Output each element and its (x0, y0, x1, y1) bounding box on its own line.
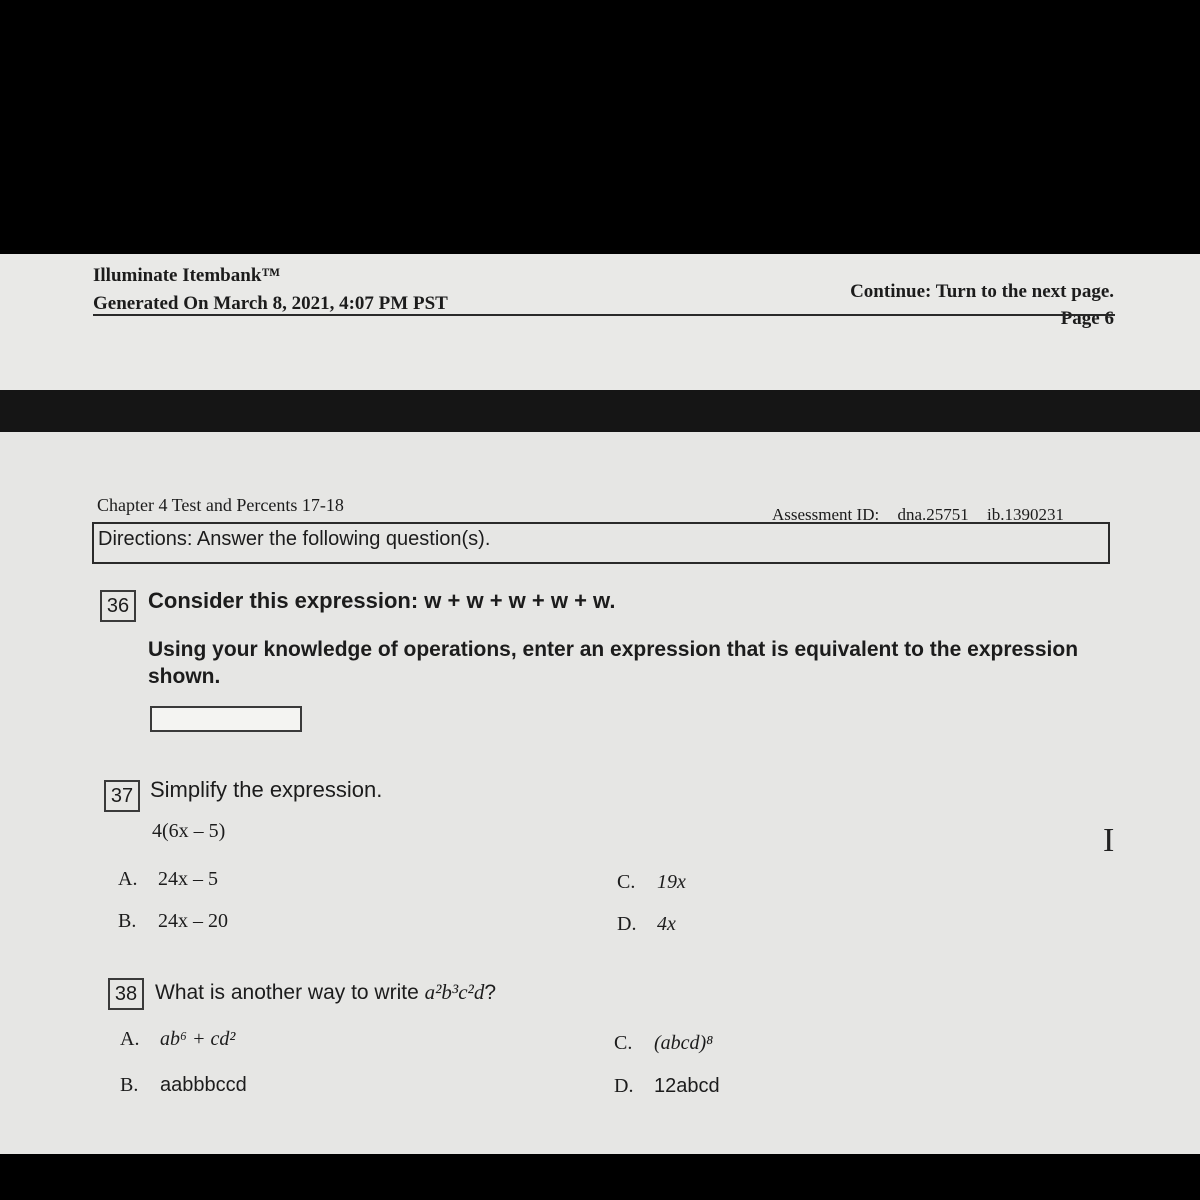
option-letter: C. (614, 1032, 633, 1054)
continue-note: Continue: Turn to the next page. (850, 281, 1114, 302)
option-text: 24x – 5 (158, 868, 218, 890)
assessment-id-ib: ib.1390231 (987, 505, 1064, 524)
q37-option-b[interactable] (118, 910, 228, 933)
q37-option-d[interactable] (617, 913, 676, 936)
stem-end: ? (484, 981, 497, 1004)
question-36-answer-input[interactable] (150, 706, 302, 732)
question-36-body: Using your knowledge of operations, enter an expression that is equivalent to the expression shown. (148, 638, 1079, 688)
option-text: 24x – 20 (158, 910, 228, 932)
question-number-37: 37 (104, 780, 140, 812)
header-right (850, 278, 1114, 332)
option-letter: D. (617, 913, 637, 935)
q37-option-c[interactable] (617, 871, 686, 894)
header-left (93, 262, 448, 318)
question-36-stem: Consider this expression: w + w + w + w + w. (148, 588, 616, 613)
q38-option-b[interactable] (120, 1074, 247, 1097)
option-text: aabbbccd (160, 1074, 247, 1096)
option-text: 19x (657, 871, 686, 893)
stem-text: What is another way to write (155, 981, 425, 1004)
option-text: (abcd)⁸ (654, 1032, 714, 1054)
page-number: Page 6 (1060, 308, 1114, 329)
assessment-id-dna: dna.25751 (897, 505, 969, 524)
header-divider (93, 314, 1115, 316)
option-text: ab⁶ + cd² (160, 1028, 236, 1050)
option-letter: A. (120, 1028, 140, 1050)
question-number-36: 36 (100, 590, 136, 622)
text-cursor-icon: I (1103, 822, 1115, 859)
q38-option-c[interactable] (614, 1032, 713, 1055)
page-break-band (0, 390, 1200, 432)
option-text: 12abcd (654, 1075, 720, 1097)
option-letter: A. (118, 868, 138, 890)
assessment-label: Assessment ID: (772, 505, 880, 524)
chapter-title: Chapter 4 Test and Percents 17-18 (97, 495, 344, 515)
question-37-expression: 4(6x – 5) (152, 820, 226, 842)
brand-title: Illuminate Itembank™ (93, 265, 281, 286)
q38-option-a[interactable] (120, 1028, 235, 1051)
option-text: 4x (657, 913, 676, 935)
question-38-stem (155, 980, 496, 1005)
q38-option-d[interactable] (614, 1075, 720, 1098)
q37-option-a[interactable] (118, 868, 218, 891)
option-letter: B. (118, 910, 137, 932)
question-37-stem: Simplify the expression. (150, 777, 383, 802)
generated-date: Generated On March 8, 2021, 4:07 PM PST (93, 293, 448, 314)
option-letter: D. (614, 1075, 634, 1097)
stem-math: a²b³c²d (424, 980, 485, 1004)
option-letter: C. (617, 871, 636, 893)
directions-text: Directions: Answer the following question(s). (98, 528, 491, 550)
question-number-38: 38 (108, 978, 144, 1010)
option-letter: B. (120, 1074, 139, 1096)
